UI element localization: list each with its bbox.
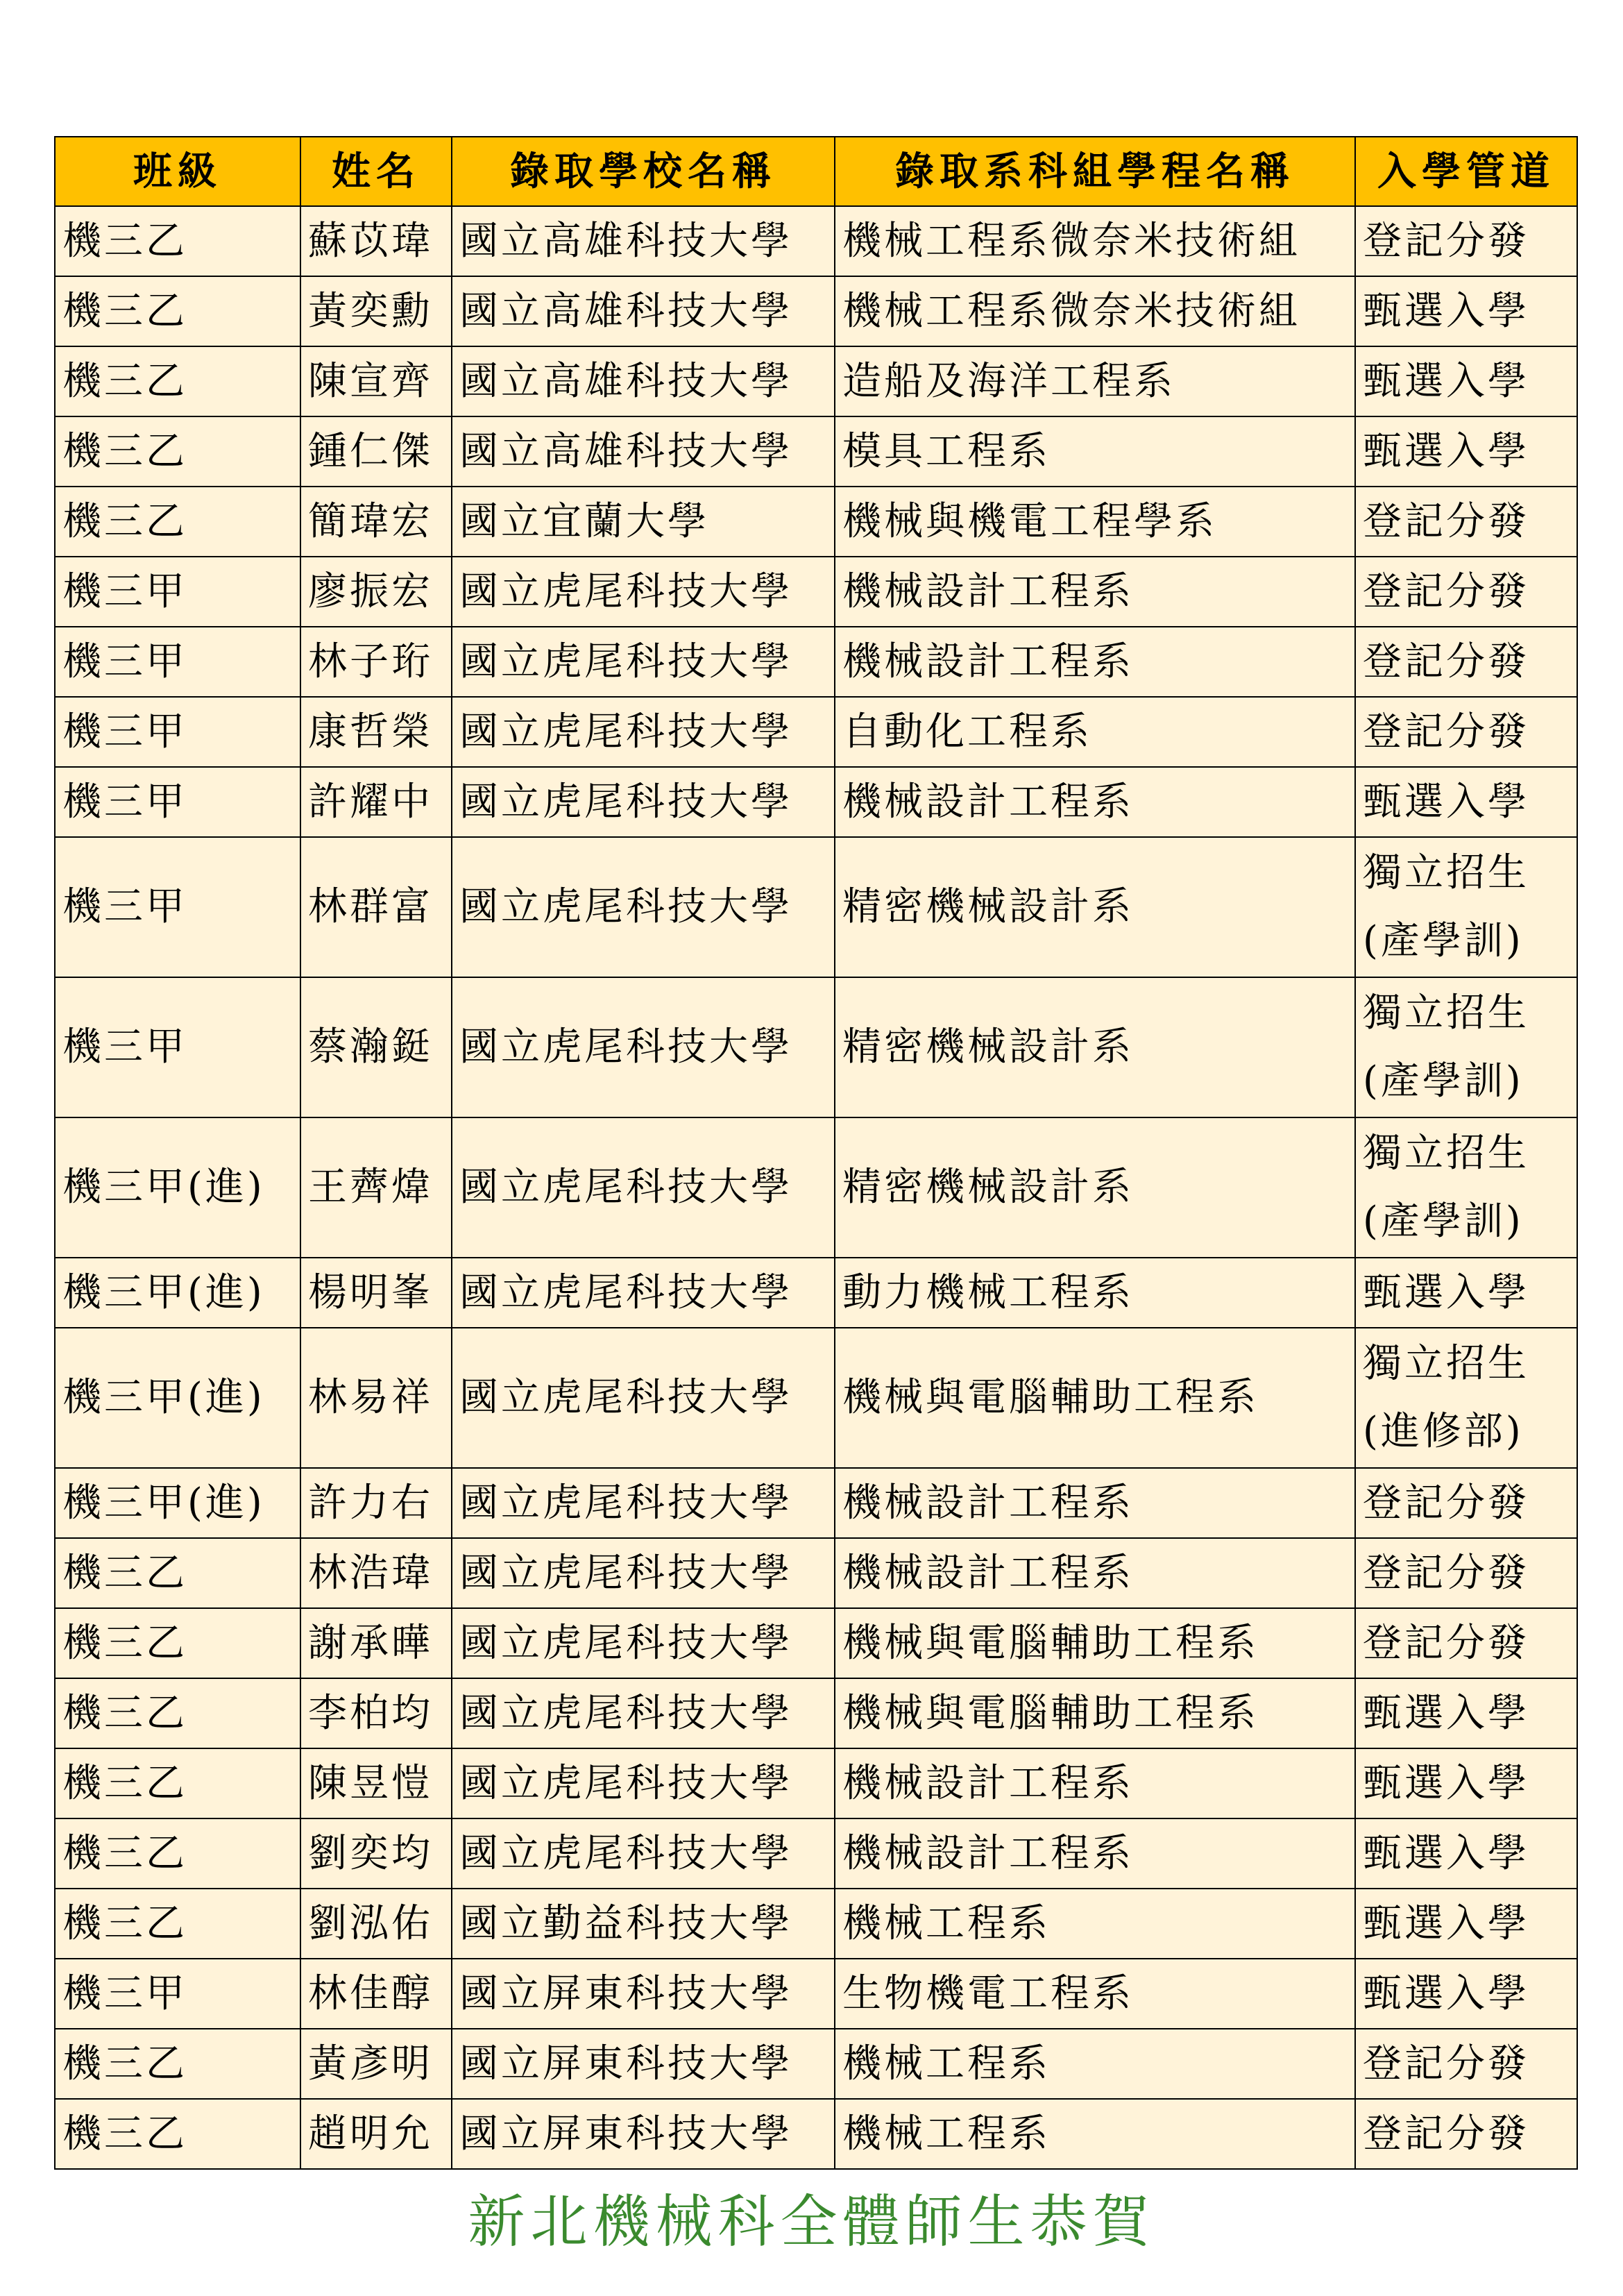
cell-class: 機三乙 — [55, 487, 300, 557]
admission-channel-line: 登記分發 — [1363, 568, 1529, 614]
cell-school: 國立虎尾科技大學 — [452, 1678, 835, 1748]
admission-channel-line: 甄選入學 — [1363, 1690, 1529, 1736]
header-department: 錄取系科組學程名稱 — [835, 137, 1355, 206]
cell-department: 機械設計工程系 — [835, 767, 1355, 837]
admission-channel-line: 甄選入學 — [1363, 779, 1529, 825]
cell-school: 國立虎尾科技大學 — [452, 1117, 835, 1258]
cell-admission-channel — [1355, 557, 1577, 627]
table-row — [55, 1889, 1577, 1959]
table-row — [55, 1678, 1577, 1748]
cell-class: 機三甲(進) — [55, 1258, 300, 1328]
table-row — [55, 1959, 1577, 2029]
cell-school: 國立虎尾科技大學 — [452, 1608, 835, 1678]
cell-class: 機三甲 — [55, 977, 300, 1117]
admission-channel-line: 甄選入學 — [1363, 1970, 1529, 2016]
table-row — [55, 557, 1577, 627]
header-name: 姓名 — [300, 137, 452, 206]
cell-admission-channel — [1355, 206, 1577, 276]
table-row — [55, 1117, 1577, 1258]
admission-channel-note: (產學訓) — [1363, 918, 1524, 963]
cell-class: 機三乙 — [55, 416, 300, 487]
cell-class: 機三乙 — [55, 346, 300, 416]
table-header-row — [55, 137, 1577, 206]
cell-admission-channel — [1355, 487, 1577, 557]
admission-channel-line: 甄選入學 — [1363, 1830, 1529, 1876]
cell-department: 精密機械設計系 — [835, 1117, 1355, 1258]
table-row — [55, 276, 1577, 346]
cell-school: 國立虎尾科技大學 — [452, 1328, 835, 1468]
table-row — [55, 1608, 1577, 1678]
cell-class: 機三甲 — [55, 557, 300, 627]
cell-class: 機三甲 — [55, 767, 300, 837]
cell-admission-channel — [1355, 1889, 1577, 1959]
cell-school: 國立虎尾科技大學 — [452, 1468, 835, 1538]
cell-admission-channel — [1355, 1678, 1577, 1748]
cell-admission-channel — [1355, 1468, 1577, 1538]
cell-department: 機械設計工程系 — [835, 1468, 1355, 1538]
cell-school: 國立虎尾科技大學 — [452, 977, 835, 1117]
cell-name: 趙明允 — [300, 2099, 452, 2169]
admission-channel-line: 登記分發 — [1363, 709, 1529, 754]
admission-channel-line: 登記分發 — [1363, 1480, 1529, 1526]
admission-channel-line: 登記分發 — [1363, 2041, 1529, 2086]
cell-name: 簡瑋宏 — [300, 487, 452, 557]
table-row — [55, 697, 1577, 767]
table-row — [55, 1258, 1577, 1328]
cell-department: 機械與電腦輔助工程系 — [835, 1608, 1355, 1678]
cell-admission-channel — [1355, 1748, 1577, 1818]
admission-channel-note: (產學訓) — [1363, 1058, 1524, 1104]
cell-admission-channel — [1355, 627, 1577, 697]
table-row — [55, 627, 1577, 697]
cell-name: 林佳醇 — [300, 1959, 452, 2029]
cell-name: 黃奕勳 — [300, 276, 452, 346]
cell-school: 國立虎尾科技大學 — [452, 1748, 835, 1818]
header-school: 錄取學校名稱 — [452, 137, 835, 206]
cell-school: 國立虎尾科技大學 — [452, 557, 835, 627]
cell-class: 機三乙 — [55, 2029, 300, 2099]
cell-school: 國立虎尾科技大學 — [452, 1538, 835, 1608]
cell-class: 機三甲(進) — [55, 1117, 300, 1258]
table-row — [55, 1748, 1577, 1818]
cell-admission-channel — [1355, 416, 1577, 487]
table-row — [55, 416, 1577, 487]
cell-name: 王薺煒 — [300, 1117, 452, 1258]
admission-channel-line: 獨立招生 — [1363, 990, 1529, 1036]
admission-channel-line: 甄選入學 — [1363, 288, 1529, 334]
cell-admission-channel — [1355, 767, 1577, 837]
cell-school: 國立虎尾科技大學 — [452, 627, 835, 697]
cell-school: 國立虎尾科技大學 — [452, 837, 835, 977]
cell-school: 國立高雄科技大學 — [452, 416, 835, 487]
congratulation-footer: 新北機械科全體師生恭賀 — [468, 2189, 1155, 2255]
header-class: 班級 — [55, 137, 300, 206]
cell-department: 自動化工程系 — [835, 697, 1355, 767]
table-row — [55, 2099, 1577, 2169]
cell-department: 機械與電腦輔助工程系 — [835, 1678, 1355, 1748]
table-row — [55, 2029, 1577, 2099]
header-admission-channel: 入學管道 — [1355, 137, 1577, 206]
cell-class: 機三甲(進) — [55, 1328, 300, 1468]
cell-admission-channel — [1355, 1608, 1577, 1678]
cell-name: 許力右 — [300, 1468, 452, 1538]
cell-class: 機三乙 — [55, 206, 300, 276]
table-row — [55, 1538, 1577, 1608]
cell-name: 楊明峯 — [300, 1258, 452, 1328]
table-row — [55, 206, 1577, 276]
cell-admission-channel — [1355, 346, 1577, 416]
admission-channel-note: (進修部) — [1363, 1409, 1524, 1454]
cell-school: 國立屏東科技大學 — [452, 2099, 835, 2169]
cell-class: 機三乙 — [55, 1889, 300, 1959]
cell-name: 廖振宏 — [300, 557, 452, 627]
cell-admission-channel — [1355, 2099, 1577, 2169]
cell-school: 國立勤益科技大學 — [452, 1889, 835, 1959]
cell-department: 機械設計工程系 — [835, 557, 1355, 627]
cell-name: 林浩瑋 — [300, 1538, 452, 1608]
cell-school: 國立高雄科技大學 — [452, 276, 835, 346]
table-row — [55, 977, 1577, 1117]
admission-channel-line: 登記分發 — [1363, 639, 1529, 684]
admission-channel-line: 登記分發 — [1363, 498, 1529, 544]
cell-admission-channel — [1355, 2029, 1577, 2099]
cell-school: 國立高雄科技大學 — [452, 206, 835, 276]
table-row — [55, 487, 1577, 557]
admission-channel-line: 登記分發 — [1363, 1550, 1529, 1596]
cell-admission-channel — [1355, 1328, 1577, 1468]
cell-department: 機械工程系 — [835, 2029, 1355, 2099]
cell-name: 鍾仁傑 — [300, 416, 452, 487]
table-row — [55, 1818, 1577, 1889]
table-row — [55, 1328, 1577, 1468]
cell-school: 國立虎尾科技大學 — [452, 1818, 835, 1889]
cell-name: 黃彥明 — [300, 2029, 452, 2099]
cell-department: 機械工程系微奈米技術組 — [835, 276, 1355, 346]
cell-department: 機械工程系微奈米技術組 — [835, 206, 1355, 276]
cell-department: 機械設計工程系 — [835, 1538, 1355, 1608]
admission-channel-line: 登記分發 — [1363, 2111, 1529, 2156]
cell-department: 精密機械設計系 — [835, 837, 1355, 977]
admission-table — [54, 136, 1578, 2170]
cell-name: 林易祥 — [300, 1328, 452, 1468]
cell-name: 林子珩 — [300, 627, 452, 697]
cell-name: 林群富 — [300, 837, 452, 977]
cell-name: 蘇苡瑋 — [300, 206, 452, 276]
cell-department: 機械設計工程系 — [835, 1818, 1355, 1889]
admission-channel-line: 登記分發 — [1363, 1620, 1529, 1666]
cell-name: 劉泓佑 — [300, 1889, 452, 1959]
table-row — [55, 1468, 1577, 1538]
cell-department: 機械設計工程系 — [835, 1748, 1355, 1818]
cell-class: 機三乙 — [55, 1818, 300, 1889]
cell-name: 劉奕均 — [300, 1818, 452, 1889]
cell-department: 機械設計工程系 — [835, 627, 1355, 697]
cell-class: 機三乙 — [55, 1608, 300, 1678]
cell-class: 機三乙 — [55, 1748, 300, 1818]
cell-department: 動力機械工程系 — [835, 1258, 1355, 1328]
admission-channel-line: 甄選入學 — [1363, 1269, 1529, 1315]
cell-school: 國立虎尾科技大學 — [452, 767, 835, 837]
cell-school: 國立屏東科技大學 — [452, 2029, 835, 2099]
cell-name: 李柏均 — [300, 1678, 452, 1748]
admission-channel-note: (產學訓) — [1363, 1199, 1524, 1244]
cell-class: 機三乙 — [55, 2099, 300, 2169]
cell-department: 機械與機電工程學系 — [835, 487, 1355, 557]
admission-channel-line: 甄選入學 — [1363, 1760, 1529, 1806]
table-row — [55, 837, 1577, 977]
admission-channel-line: 甄選入學 — [1363, 428, 1529, 474]
admission-channel-line: 甄選入學 — [1363, 1900, 1529, 1946]
table-row — [55, 346, 1577, 416]
cell-department: 機械工程系 — [835, 1889, 1355, 1959]
cell-class: 機三甲 — [55, 1959, 300, 2029]
cell-department: 機械與電腦輔助工程系 — [835, 1328, 1355, 1468]
cell-department: 生物機電工程系 — [835, 1959, 1355, 2029]
cell-department: 造船及海洋工程系 — [835, 346, 1355, 416]
cell-department: 機械工程系 — [835, 2099, 1355, 2169]
cell-admission-channel — [1355, 697, 1577, 767]
cell-department: 精密機械設計系 — [835, 977, 1355, 1117]
cell-class: 機三乙 — [55, 276, 300, 346]
cell-admission-channel — [1355, 1117, 1577, 1258]
cell-name: 許耀中 — [300, 767, 452, 837]
admission-channel-line: 獨立招生 — [1363, 850, 1529, 895]
admission-channel-line: 登記分發 — [1363, 218, 1529, 264]
cell-name: 陳宣齊 — [300, 346, 452, 416]
cell-department: 模具工程系 — [835, 416, 1355, 487]
cell-admission-channel — [1355, 1959, 1577, 2029]
cell-admission-channel — [1355, 276, 1577, 346]
cell-class: 機三甲 — [55, 837, 300, 977]
cell-name: 謝承曄 — [300, 1608, 452, 1678]
cell-school: 國立屏東科技大學 — [452, 1959, 835, 2029]
cell-class: 機三甲(進) — [55, 1468, 300, 1538]
cell-admission-channel — [1355, 1538, 1577, 1608]
cell-school: 國立虎尾科技大學 — [452, 1258, 835, 1328]
admission-channel-line: 獨立招生 — [1363, 1131, 1529, 1176]
cell-admission-channel — [1355, 837, 1577, 977]
cell-class: 機三甲 — [55, 697, 300, 767]
cell-name: 陳昱愷 — [300, 1748, 452, 1818]
cell-class: 機三乙 — [55, 1538, 300, 1608]
table-row — [55, 767, 1577, 837]
cell-school: 國立高雄科技大學 — [452, 346, 835, 416]
cell-admission-channel — [1355, 1818, 1577, 1889]
cell-school: 國立宜蘭大學 — [452, 487, 835, 557]
cell-admission-channel — [1355, 977, 1577, 1117]
cell-class: 機三甲 — [55, 627, 300, 697]
admission-channel-line: 獨立招生 — [1363, 1341, 1529, 1386]
cell-class: 機三乙 — [55, 1678, 300, 1748]
admission-channel-line: 甄選入學 — [1363, 358, 1529, 404]
cell-name: 康哲榮 — [300, 697, 452, 767]
cell-school: 國立虎尾科技大學 — [452, 697, 835, 767]
cell-admission-channel — [1355, 1258, 1577, 1328]
cell-name: 蔡瀚鋌 — [300, 977, 452, 1117]
